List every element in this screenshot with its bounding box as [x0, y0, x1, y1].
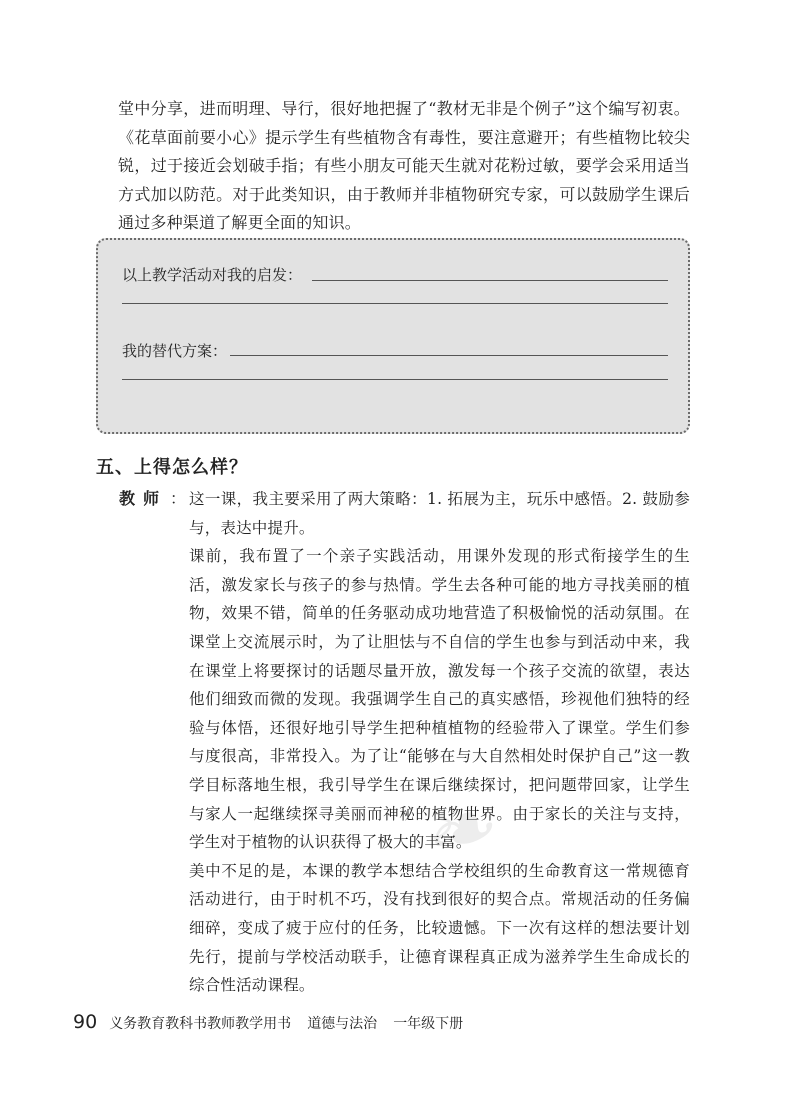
inspiration-write-line-1[interactable] — [312, 280, 668, 281]
inspiration-label: 以上教学活动对我的启发： — [122, 266, 303, 284]
subject: 道德与法治 — [307, 1016, 378, 1032]
alternative-write-line-1[interactable] — [230, 355, 668, 356]
body-paragraph-1: 课前，我布置了一个亲子实践活动，用课外发现的形式衔接学生的生活，激发家长与孩子的参与热情。学生去各种可能的地方寻找美丽的植物，效果不错，简单的任务驱动成功地营造了积极愉悦的活动氛围。在课堂上交流展示时，为了让胆怯与不自信的学生也参与到活动中来，我在课堂上将要探讨的话题尽量开放，激发每一个孩子交流的欲望，表达他们细致而微的发现。我强调学生自己的真实感悟，珍视他们独特的经验与体悟，还很好地引导学生把种植植物的经验带入了课堂。学生们参与度很高，非常投入。为了让“能够在与大自然相处时保护自己”这一教学目标落地生根，我引导学生在课后继续探讨，把问题带回家，让学生与家人一起继续探寻美丽而神秘的植物世界。由于家长的关注与支持，学生对于植物的认识获得了极大的丰富。 — [189, 547, 690, 852]
speaker-colon: ： — [170, 489, 187, 508]
alternative-label: 我的替代方案： — [122, 342, 228, 360]
body-paragraph-2: 美中不足的是，本课的教学本想结合学校组织的生命教育这一常规德育活动进行，由于时机不巧，没有找到很好的契合点。常规活动的任务偏细碎，变成了疲于应付的任务，比较遗憾。下一次有这样的想法要计划先行，提前与学校活动联手，让德育课程真正成为滋养学生生命成长的综合性活动课程。 — [189, 861, 690, 995]
teacher-reflection — [189, 485, 690, 1000]
watermark: ❧ — [413, 775, 505, 885]
strategy-paragraph: 这一课，我主要采用了两大策略：1. 拓展为主，玩乐中感悟。2. 鼓励参与，表达中提升。 — [189, 490, 690, 537]
section-heading: 五、上得怎么样？ — [96, 457, 248, 478]
speaker-label: 教师 — [119, 489, 168, 508]
book-series: 义务教育教科书教师教学用书 — [109, 1016, 292, 1032]
alternative-write-line-2[interactable] — [122, 379, 668, 380]
inspiration-write-line-2[interactable] — [122, 303, 668, 304]
reflection-box — [96, 238, 690, 434]
intro-paragraph: 堂中分享，进而明理、导行，很好地把握了“教材无非是个例子”这个编写初衷。《花草面前要小心》提示学生有些植物含有毒性，要注意避开；有些植物比较尖锐，过于接近会划破手指；有些小朋友可能天生就对花粉过敏，要学会采用适当方式加以防范。对于此类知识，由于教师并非植物研究专家，可以鼓励学生课后通过多种渠道了解更全面的知识。 — [118, 99, 690, 232]
grade: 一年级下册 — [393, 1016, 464, 1032]
page-number: 90 — [73, 1011, 98, 1033]
page-footer — [73, 1011, 479, 1033]
